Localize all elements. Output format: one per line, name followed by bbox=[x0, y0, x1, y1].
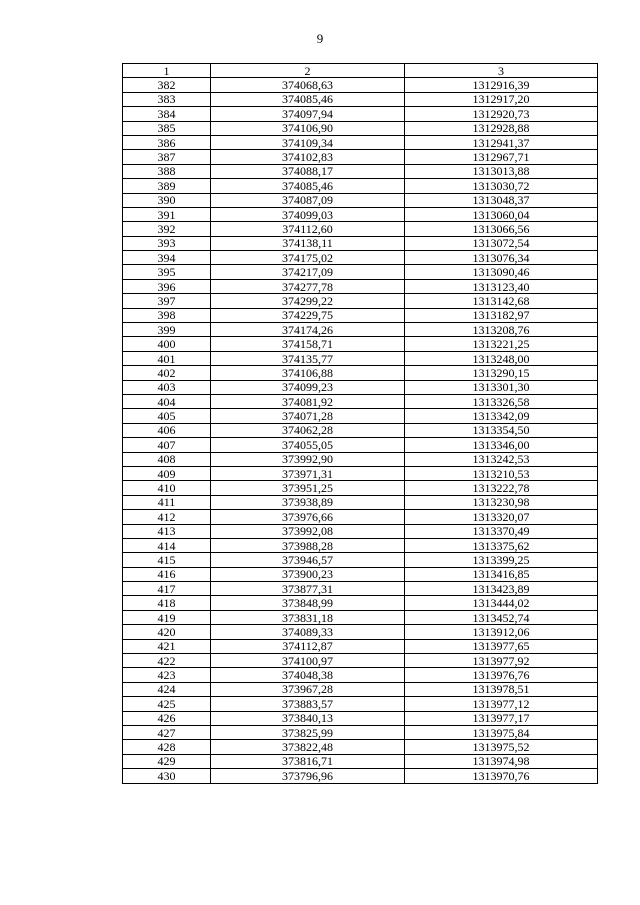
cell-x-coordinate: 374085,46 bbox=[211, 179, 405, 193]
cell-y-coordinate: 1313048,37 bbox=[405, 193, 598, 207]
cell-y-coordinate: 1313444,02 bbox=[405, 596, 598, 610]
cell-y-coordinate: 1313342,09 bbox=[405, 409, 598, 423]
cell-x-coordinate: 374229,75 bbox=[211, 308, 405, 322]
cell-point-number: 383 bbox=[123, 92, 211, 106]
cell-x-coordinate: 374138,11 bbox=[211, 236, 405, 250]
cell-y-coordinate: 1313977,65 bbox=[405, 639, 598, 653]
cell-x-coordinate: 373883,57 bbox=[211, 697, 405, 711]
cell-y-coordinate: 1313242,53 bbox=[405, 452, 598, 466]
table-row bbox=[123, 769, 598, 783]
cell-point-number: 396 bbox=[123, 279, 211, 293]
cell-point-number: 392 bbox=[123, 222, 211, 236]
cell-x-coordinate: 373988,28 bbox=[211, 538, 405, 552]
column-header-y: 3 bbox=[405, 64, 598, 78]
cell-point-number: 397 bbox=[123, 294, 211, 308]
cell-x-coordinate: 374048,38 bbox=[211, 668, 405, 682]
cell-x-coordinate: 373946,57 bbox=[211, 553, 405, 567]
table-row bbox=[123, 279, 598, 293]
cell-point-number: 428 bbox=[123, 740, 211, 754]
cell-y-coordinate: 1313326,58 bbox=[405, 394, 598, 408]
cell-x-coordinate: 374097,94 bbox=[211, 107, 405, 121]
cell-x-coordinate: 373840,13 bbox=[211, 711, 405, 725]
cell-x-coordinate: 373938,89 bbox=[211, 495, 405, 509]
table-row bbox=[123, 682, 598, 696]
cell-x-coordinate: 373976,66 bbox=[211, 510, 405, 524]
cell-point-number: 429 bbox=[123, 754, 211, 768]
cell-x-coordinate: 374062,28 bbox=[211, 423, 405, 437]
cell-x-coordinate: 374099,23 bbox=[211, 380, 405, 394]
cell-x-coordinate: 374277,78 bbox=[211, 279, 405, 293]
cell-y-coordinate: 1312928,88 bbox=[405, 121, 598, 135]
table-row bbox=[123, 524, 598, 538]
table-row bbox=[123, 452, 598, 466]
table-row bbox=[123, 394, 598, 408]
cell-point-number: 430 bbox=[123, 769, 211, 783]
cell-x-coordinate: 374102,83 bbox=[211, 150, 405, 164]
cell-x-coordinate: 374175,02 bbox=[211, 251, 405, 265]
cell-x-coordinate: 374068,63 bbox=[211, 78, 405, 92]
table-row bbox=[123, 697, 598, 711]
cell-x-coordinate: 374112,60 bbox=[211, 222, 405, 236]
cell-point-number: 407 bbox=[123, 438, 211, 452]
cell-point-number: 405 bbox=[123, 409, 211, 423]
cell-y-coordinate: 1313977,12 bbox=[405, 697, 598, 711]
column-header-point: 1 bbox=[123, 64, 211, 78]
cell-point-number: 394 bbox=[123, 251, 211, 265]
cell-x-coordinate: 373992,90 bbox=[211, 452, 405, 466]
table-row bbox=[123, 92, 598, 106]
cell-x-coordinate: 373992,08 bbox=[211, 524, 405, 538]
cell-y-coordinate: 1313375,62 bbox=[405, 538, 598, 552]
cell-y-coordinate: 1313970,76 bbox=[405, 769, 598, 783]
cell-point-number: 420 bbox=[123, 625, 211, 639]
cell-point-number: 391 bbox=[123, 207, 211, 221]
cell-y-coordinate: 1313399,25 bbox=[405, 553, 598, 567]
table-row bbox=[123, 179, 598, 193]
cell-y-coordinate: 1313320,07 bbox=[405, 510, 598, 524]
table-row bbox=[123, 294, 598, 308]
cell-point-number: 385 bbox=[123, 121, 211, 135]
table-row bbox=[123, 366, 598, 380]
table-row bbox=[123, 639, 598, 653]
cell-y-coordinate: 1312920,73 bbox=[405, 107, 598, 121]
table-row bbox=[123, 610, 598, 624]
cell-x-coordinate: 374158,71 bbox=[211, 337, 405, 351]
table-row bbox=[123, 438, 598, 452]
cell-y-coordinate: 1313301,30 bbox=[405, 380, 598, 394]
table-row bbox=[123, 121, 598, 135]
cell-x-coordinate: 374109,34 bbox=[211, 135, 405, 149]
table-row bbox=[123, 567, 598, 581]
cell-point-number: 417 bbox=[123, 582, 211, 596]
cell-point-number: 389 bbox=[123, 179, 211, 193]
cell-point-number: 386 bbox=[123, 135, 211, 149]
table-row bbox=[123, 308, 598, 322]
table-row bbox=[123, 754, 598, 768]
table-row bbox=[123, 164, 598, 178]
cell-point-number: 390 bbox=[123, 193, 211, 207]
cell-point-number: 406 bbox=[123, 423, 211, 437]
page-number: 9 bbox=[316, 31, 324, 46]
cell-x-coordinate: 374135,77 bbox=[211, 351, 405, 365]
cell-x-coordinate: 373900,23 bbox=[211, 567, 405, 581]
cell-y-coordinate: 1313978,51 bbox=[405, 682, 598, 696]
cell-point-number: 418 bbox=[123, 596, 211, 610]
table-row bbox=[123, 323, 598, 337]
table-row bbox=[123, 193, 598, 207]
cell-y-coordinate: 1313072,54 bbox=[405, 236, 598, 250]
cell-y-coordinate: 1313013,88 bbox=[405, 164, 598, 178]
cell-y-coordinate: 1313182,97 bbox=[405, 308, 598, 322]
cell-point-number: 424 bbox=[123, 682, 211, 696]
cell-y-coordinate: 1313974,98 bbox=[405, 754, 598, 768]
cell-x-coordinate: 373822,48 bbox=[211, 740, 405, 754]
cell-point-number: 427 bbox=[123, 725, 211, 739]
table-row bbox=[123, 423, 598, 437]
table-row bbox=[123, 337, 598, 351]
cell-x-coordinate: 374100,97 bbox=[211, 654, 405, 668]
cell-x-coordinate: 374099,03 bbox=[211, 207, 405, 221]
cell-point-number: 404 bbox=[123, 394, 211, 408]
cell-y-coordinate: 1313210,53 bbox=[405, 466, 598, 480]
cell-y-coordinate: 1313230,98 bbox=[405, 495, 598, 509]
table-row bbox=[123, 654, 598, 668]
table-row bbox=[123, 466, 598, 480]
cell-x-coordinate: 374087,09 bbox=[211, 193, 405, 207]
table-row bbox=[123, 481, 598, 495]
table-row bbox=[123, 222, 598, 236]
cell-y-coordinate: 1313060,04 bbox=[405, 207, 598, 221]
cell-y-coordinate: 1313030,72 bbox=[405, 179, 598, 193]
cell-y-coordinate: 1313090,46 bbox=[405, 265, 598, 279]
table-row bbox=[123, 725, 598, 739]
cell-y-coordinate: 1313066,56 bbox=[405, 222, 598, 236]
table-row bbox=[123, 740, 598, 754]
table-row bbox=[123, 265, 598, 279]
cell-x-coordinate: 374071,28 bbox=[211, 409, 405, 423]
cell-point-number: 408 bbox=[123, 452, 211, 466]
cell-point-number: 400 bbox=[123, 337, 211, 351]
cell-point-number: 409 bbox=[123, 466, 211, 480]
cell-point-number: 413 bbox=[123, 524, 211, 538]
table-row bbox=[123, 380, 598, 394]
cell-x-coordinate: 373971,31 bbox=[211, 466, 405, 480]
table-row bbox=[123, 409, 598, 423]
cell-point-number: 426 bbox=[123, 711, 211, 725]
table-row bbox=[123, 107, 598, 121]
table-row bbox=[123, 711, 598, 725]
cell-x-coordinate: 373877,31 bbox=[211, 582, 405, 596]
cell-point-number: 414 bbox=[123, 538, 211, 552]
table-row bbox=[123, 135, 598, 149]
table-row bbox=[123, 538, 598, 552]
cell-x-coordinate: 374088,17 bbox=[211, 164, 405, 178]
cell-y-coordinate: 1313975,84 bbox=[405, 725, 598, 739]
cell-point-number: 403 bbox=[123, 380, 211, 394]
cell-point-number: 398 bbox=[123, 308, 211, 322]
cell-x-coordinate: 373831,18 bbox=[211, 610, 405, 624]
cell-x-coordinate: 374106,90 bbox=[211, 121, 405, 135]
cell-point-number: 402 bbox=[123, 366, 211, 380]
cell-point-number: 382 bbox=[123, 78, 211, 92]
cell-point-number: 421 bbox=[123, 639, 211, 653]
cell-y-coordinate: 1313976,76 bbox=[405, 668, 598, 682]
table-header-row bbox=[123, 64, 598, 78]
table-row bbox=[123, 510, 598, 524]
cell-point-number: 401 bbox=[123, 351, 211, 365]
cell-point-number: 415 bbox=[123, 553, 211, 567]
cell-point-number: 425 bbox=[123, 697, 211, 711]
cell-y-coordinate: 1313221,25 bbox=[405, 337, 598, 351]
cell-y-coordinate: 1313912,06 bbox=[405, 625, 598, 639]
cell-point-number: 419 bbox=[123, 610, 211, 624]
cell-y-coordinate: 1313222,78 bbox=[405, 481, 598, 495]
cell-point-number: 416 bbox=[123, 567, 211, 581]
cell-point-number: 399 bbox=[123, 323, 211, 337]
cell-point-number: 412 bbox=[123, 510, 211, 524]
table-row bbox=[123, 668, 598, 682]
cell-y-coordinate: 1313076,34 bbox=[405, 251, 598, 265]
cell-y-coordinate: 1313290,15 bbox=[405, 366, 598, 380]
cell-y-coordinate: 1313977,92 bbox=[405, 654, 598, 668]
cell-x-coordinate: 373967,28 bbox=[211, 682, 405, 696]
cell-y-coordinate: 1313354,50 bbox=[405, 423, 598, 437]
cell-x-coordinate: 374112,87 bbox=[211, 639, 405, 653]
cell-point-number: 423 bbox=[123, 668, 211, 682]
coordinates-table bbox=[122, 63, 598, 784]
cell-y-coordinate: 1313975,52 bbox=[405, 740, 598, 754]
table-row bbox=[123, 625, 598, 639]
cell-x-coordinate: 374055,05 bbox=[211, 438, 405, 452]
cell-x-coordinate: 374217,09 bbox=[211, 265, 405, 279]
cell-point-number: 395 bbox=[123, 265, 211, 279]
table-row bbox=[123, 150, 598, 164]
cell-y-coordinate: 1312917,20 bbox=[405, 92, 598, 106]
table-row bbox=[123, 495, 598, 509]
table-row bbox=[123, 553, 598, 567]
cell-y-coordinate: 1313416,85 bbox=[405, 567, 598, 581]
cell-y-coordinate: 1313977,17 bbox=[405, 711, 598, 725]
table-body bbox=[123, 78, 598, 783]
table-row bbox=[123, 351, 598, 365]
table-row bbox=[123, 236, 598, 250]
cell-point-number: 384 bbox=[123, 107, 211, 121]
table-row bbox=[123, 78, 598, 92]
cell-x-coordinate: 374089,33 bbox=[211, 625, 405, 639]
cell-y-coordinate: 1312941,37 bbox=[405, 135, 598, 149]
cell-y-coordinate: 1313370,49 bbox=[405, 524, 598, 538]
cell-y-coordinate: 1313346,00 bbox=[405, 438, 598, 452]
cell-x-coordinate: 373951,25 bbox=[211, 481, 405, 495]
cell-y-coordinate: 1313423,89 bbox=[405, 582, 598, 596]
table-row bbox=[123, 251, 598, 265]
cell-x-coordinate: 374174,26 bbox=[211, 323, 405, 337]
cell-x-coordinate: 374085,46 bbox=[211, 92, 405, 106]
cell-y-coordinate: 1313123,40 bbox=[405, 279, 598, 293]
cell-point-number: 387 bbox=[123, 150, 211, 164]
cell-point-number: 393 bbox=[123, 236, 211, 250]
cell-y-coordinate: 1312916,39 bbox=[405, 78, 598, 92]
column-header-x: 2 bbox=[211, 64, 405, 78]
cell-point-number: 422 bbox=[123, 654, 211, 668]
cell-point-number: 388 bbox=[123, 164, 211, 178]
cell-y-coordinate: 1313248,00 bbox=[405, 351, 598, 365]
cell-point-number: 410 bbox=[123, 481, 211, 495]
cell-x-coordinate: 373848,99 bbox=[211, 596, 405, 610]
cell-y-coordinate: 1313142,68 bbox=[405, 294, 598, 308]
cell-x-coordinate: 374081,92 bbox=[211, 394, 405, 408]
cell-point-number: 411 bbox=[123, 495, 211, 509]
cell-y-coordinate: 1313208,76 bbox=[405, 323, 598, 337]
cell-y-coordinate: 1312967,71 bbox=[405, 150, 598, 164]
cell-x-coordinate: 373816,71 bbox=[211, 754, 405, 768]
cell-x-coordinate: 373825,99 bbox=[211, 725, 405, 739]
cell-y-coordinate: 1313452,74 bbox=[405, 610, 598, 624]
cell-x-coordinate: 373796,96 bbox=[211, 769, 405, 783]
table-row bbox=[123, 207, 598, 221]
table-row bbox=[123, 596, 598, 610]
cell-x-coordinate: 374106,88 bbox=[211, 366, 405, 380]
cell-x-coordinate: 374299,22 bbox=[211, 294, 405, 308]
table-row bbox=[123, 582, 598, 596]
